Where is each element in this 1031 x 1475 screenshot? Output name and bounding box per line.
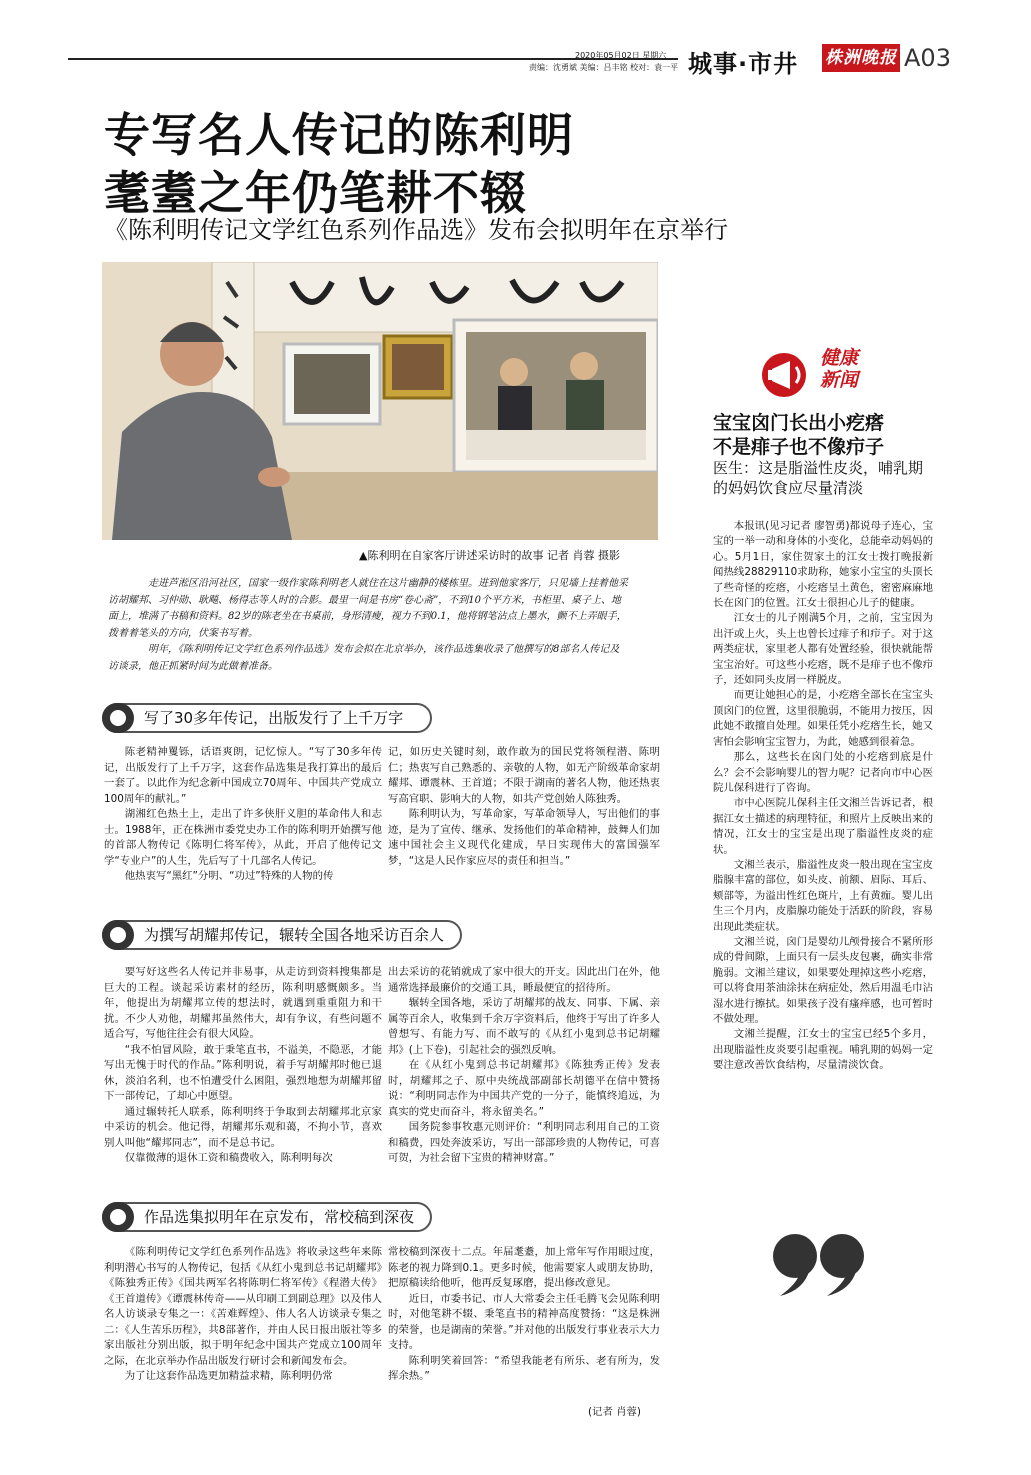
megaphone-icon xyxy=(760,345,820,405)
article-lead xyxy=(108,576,628,675)
issue-date: 2020年05月02日 星期六 xyxy=(575,51,667,60)
body-paragraph: 陈利明认为，写革命家，写革命领导人，写出他们的事迹，是为了宣传、继承、发扬他们的革命精神，鼓舞人们加速中国社会主义现代化建成，早日实现伟大的富国强军梦，“这是人民作家应尽的责任和担当。” xyxy=(388,808,660,867)
section-2-column-2 xyxy=(388,965,660,1185)
quote-mark-icon xyxy=(770,1228,870,1298)
body-paragraph: 陈老精神矍铄，话语爽朗，记忆惊人。“写了30多年传记，出版发行了上千万字，这套作品选集是我打算出的最后一套了。以此作为纪念新中国成立70周年、中国共产党成立100周年的献礼。” xyxy=(104,746,382,805)
lead-paragraph: 明年，《陈利明传记文学红色系列作品选》发布会拟在北京举办，该作品选集收录了他撰写的8部名人传记及访谈录，他正抓紧时间为此做着准备。 xyxy=(108,644,620,672)
headline-line-2: 耄耋之年仍笔耕不辍 xyxy=(104,166,527,220)
body-paragraph: 《陈利明传记文学红色系列作品选》将收录这些年来陈利明潜心书写的人物传记，包括《从红小鬼到总书记胡耀邦》《陈独秀正传》《国共两军名将陈明仁将军传》《程潜大传》《王首道传》《谭震林传奇——从印刷工到副总理》以及伟人名人访谈录专集之一：《苦难辉煌》、伟人名人访谈录专集之二：《人生苦乐历程》，共8部著作，并由人民日报出版社等多家出版社分别出版，拟于明年纪念中国共产党成立100周年之际，在北京举办作品出版发行研讨会和新闻发布会。 xyxy=(104,1246,382,1367)
body-paragraph: 在《从红小鬼到总书记胡耀邦》《陈独秀正传》发表时，胡耀邦之子、原中央统战部副部长胡德平在信中赞扬说：“利明同志作为中国共产党的一分子，能慎终追远，为真实的党史而奋斗，将永留美名。” xyxy=(388,1059,660,1118)
body-paragraph: 本报讯(见习记者 廖智勇)都说母子连心，宝宝的一举一动和身体的小变化，总能牵动妈妈的心。5月1日，家住贺家土的江女士拨打晚报新闻热线28829110求助称，她家小宝宝的头顶长了些奇怪的疙瘩，小疙瘩呈土黄色，密密麻麻地长在囟门的位置。江女士很担心儿子的健康。 xyxy=(713,520,933,610)
body-paragraph: 他热衷写“黑红”分明、“功过”特殊的人物的传 xyxy=(124,870,334,882)
bullet-icon xyxy=(102,703,134,733)
body-paragraph: 要写好这些名人传记并非易事，从走访到资料搜集都是巨大的工程。谈起采访素材的经历，陈利明感慨颇多。当年，他提出为胡耀邦立传的想法时，就遇到重重阻力和干扰。不少人劝他，胡耀邦虽然伟大，却有争议，有些问题不适合写，写他往往会有很大风险。 xyxy=(104,966,382,1040)
body-paragraph: 那么，这些长在囟门处的小疙瘩到底是什么？会不会影响婴儿的智力呢？记者向市中心医院儿保科进行了咨询。 xyxy=(713,751,933,794)
body-paragraph: 而更让她担心的是，小疙瘩全部长在宝宝头顶囟门的位置，这里很脆弱，不能用力按压，因此她不敢擅自处理。如果任凭小疙瘩生长，她又害怕会影响宝宝智力，为此，她感到很着急。 xyxy=(713,689,933,748)
body-paragraph: 记，如历史关键时刻，敢作敢为的国民党将领程潜、陈明仁；热衷写自己熟悉的、亲敬的人物，如无产阶级革命家胡耀邦、谭震林、王首道；不限于湖南的著名人物，他还热衷写高官职、影响大的人物，如共产党创始人陈独秀。 xyxy=(388,746,660,805)
lead-paragraph: 走进芦淞区沿河社区，国家一级作家陈利明老人就住在这片幽静的楼栋里。进到他家客厅，只见墙上挂着他采访胡耀邦、习仲勋、耿飚、杨得志等人时的合影。最里一间是书房“卷心斋”，不到10个平方米，书柜里、桌子上、地面上，堆满了书稿和资料。82岁的陈老坐在书桌前，身形清瘦，视力不到0.1，他将钢笔沾点上墨水，颤不上弄眼手，拨着着笔头的方向，伏案书写着。 xyxy=(108,578,628,639)
section-heading-3 xyxy=(102,1202,432,1232)
body-paragraph: 陈利明笑着回答：“希望我能老有所乐、老有所为，发挥余热。” xyxy=(388,1354,660,1382)
body-paragraph: 市中心医院儿保科主任文湘兰告诉记者，根据江女士描述的病理特征，和照片上反映出来的情况，江女士的宝宝是出现了脂溢性皮炎的症状。 xyxy=(713,797,933,856)
section-2-column-1 xyxy=(104,965,382,1185)
editor-credits: 责编：沈勇斌 美编：吕丰铭 校对：袁一平 xyxy=(529,63,679,72)
badge-line: 新闻 xyxy=(820,369,859,391)
bullet-icon xyxy=(102,1202,134,1232)
section-name: 城事·市井 xyxy=(688,50,799,78)
body-paragraph: 江女士的儿子刚满5个月，之前，宝宝因为出汗或上火，头上也曾长过痱子和疖子。对于这两类症状，家里老人都有处置经验，很快就能帮宝宝治好。可这些小疙瘩，既不是痱子也不像疖子，还如同头皮屑一样脱皮。 xyxy=(713,612,933,687)
reporter-credit: (记者 肖蓉) xyxy=(588,1406,641,1418)
body-paragraph: 近日，市委书记、市人大常委会主任毛腾飞会见陈利明时，对他笔耕不辍、秉笔直书的精神高度赞扬：“这是株洲的荣誉，也是湖南的荣誉。”并对他的出版发行事业表示大力支持。 xyxy=(388,1292,660,1351)
body-paragraph: 通过辗转托人联系，陈利明终于争取到去胡耀邦北京家中采访的机会。他记得，胡耀邦乐观和蔼，不拘小节，喜欢别人叫他“耀邦同志”，而不是总书记。 xyxy=(104,1105,382,1149)
body-paragraph: 辗转全国各地，采访了胡耀邦的战友、同事、下属、亲属等百余人，收集到千余万字资料后，他终于写出了许多人曾想写、有能力写、而不敢写的《从红小鬼到总书记胡耀邦》(上下卷)，引起社会的强烈反响。 xyxy=(388,997,660,1056)
body-paragraph: 常校稿到深夜十二点。年届耄耋，加上常年写作用眼过度，陈老的视力降到0.1。更多时候，他需要家人或朋友协助，把原稿读给他听，他再反复琢磨，提出修改意见。 xyxy=(388,1246,660,1289)
section-3-column-2 xyxy=(388,1245,660,1401)
body-paragraph: 文湘兰说，囟门是婴幼儿颅骨接合不紧所形成的骨间隙，上面只有一层头皮包裹，确实非常脆弱。文湘兰建议，如果要处理掉这些小疙瘩，可以将食用茶油涂抹在病症处，然后用温毛巾沾湿水进行擦拭。如果孩子没有瘙痒感，也可暂时不做处理。 xyxy=(713,935,933,1025)
photo-caption: ▲陈利明在自家客厅讲述采访时的故事 记者 肖蓉 摄影 xyxy=(359,549,620,562)
body-paragraph: 湖湘红色热土上，走出了许多侠肝义胆的革命伟人和志士。1988年，正在株洲市委党史办工作的陈利明开始撰写他的首部人物传记《陈明仁将军传》，从此，开启了他传记文学“专业户”的人生，先后写了十几部名人传记。 xyxy=(104,808,382,867)
section-heading-text: 写了30多年传记，出版发行了上千万字 xyxy=(144,709,404,727)
body-paragraph: 文湘兰提醒，江女士的宝宝已经5个多月，出现脂溢性皮炎要引起重视。哺乳期的妈妈一定要注意改善饮食结构，尽量清淡饮食。 xyxy=(713,1028,933,1072)
section-heading-1 xyxy=(102,703,432,733)
body-paragraph: 国务院参事牧惠元则评价：“利明同志利用自己的工资和稿费，四处奔波采访，写出一部部珍贵的人物传记，可喜可贺，为社会留下宝贵的精神财富。” xyxy=(388,1121,660,1164)
section-heading-2 xyxy=(102,920,445,950)
body-paragraph: “我不怕冒风险，敢于秉笔直书，不溢美，不隐恶，才能写出无愧于时代的作品。”陈利明说，着手写胡耀邦时他已退休，淡泊名利，也不怕遭受什么困阻，强烈地想为胡耀邦留下一部传记，了却心中愿望。 xyxy=(104,1043,382,1102)
section-3-column-1 xyxy=(104,1245,382,1425)
health-subheadline: 医生：这是脂溢性皮炎，哺乳期的妈妈饮食应尽量清淡 xyxy=(713,459,924,497)
subheadline: 《陈利明传记文学红色系列作品选》发布会拟明年在京举行 xyxy=(104,216,728,244)
section-heading-text: 作品选集拟明年在京发布，常校稿到深夜 xyxy=(144,1208,415,1226)
photo-illustration xyxy=(102,262,658,540)
section-heading-text: 为撰写胡耀邦传记，辗转全国各地采访百余人 xyxy=(144,926,445,944)
page-number: A03 xyxy=(904,44,951,72)
headline-line-1: 专写名人传记的陈利明 xyxy=(104,108,574,162)
health-headline-line-1: 宝宝囟门长出小疙瘩 xyxy=(713,412,885,434)
health-news-label xyxy=(820,347,858,391)
body-paragraph: 仅靠微薄的退休工资和稿费收入，陈利明每次 xyxy=(124,1152,333,1164)
newspaper-logo: 株洲晚报 xyxy=(822,44,900,72)
body-paragraph: 为了让这套作品选更加精益求精，陈利明仍常 xyxy=(124,1370,333,1382)
health-article-body xyxy=(713,519,933,1074)
article-photo xyxy=(102,262,658,540)
section-1-column-2 xyxy=(388,745,660,900)
body-paragraph: 出去采访的花销就成了家中很大的开支。因此出门在外，他通常选择最廉价的交通工具，睡最便宜的招待所。 xyxy=(388,966,660,994)
section-1-column-1 xyxy=(104,745,382,900)
badge-line: 健康 xyxy=(820,347,859,369)
bullet-icon xyxy=(102,920,134,950)
body-paragraph: 文湘兰表示，脂溢性皮炎一般出现在宝宝皮脂腺丰富的部位，如头皮、前额、眉际、耳后、颊部等，为溢出性红色斑片，上有黄痂。婴儿出生三个月内，皮脂腺功能处于活跃的阶段，容易出现此类症状。 xyxy=(713,858,933,933)
health-headline-line-2: 不是痱子也不像疖子 xyxy=(713,436,885,458)
